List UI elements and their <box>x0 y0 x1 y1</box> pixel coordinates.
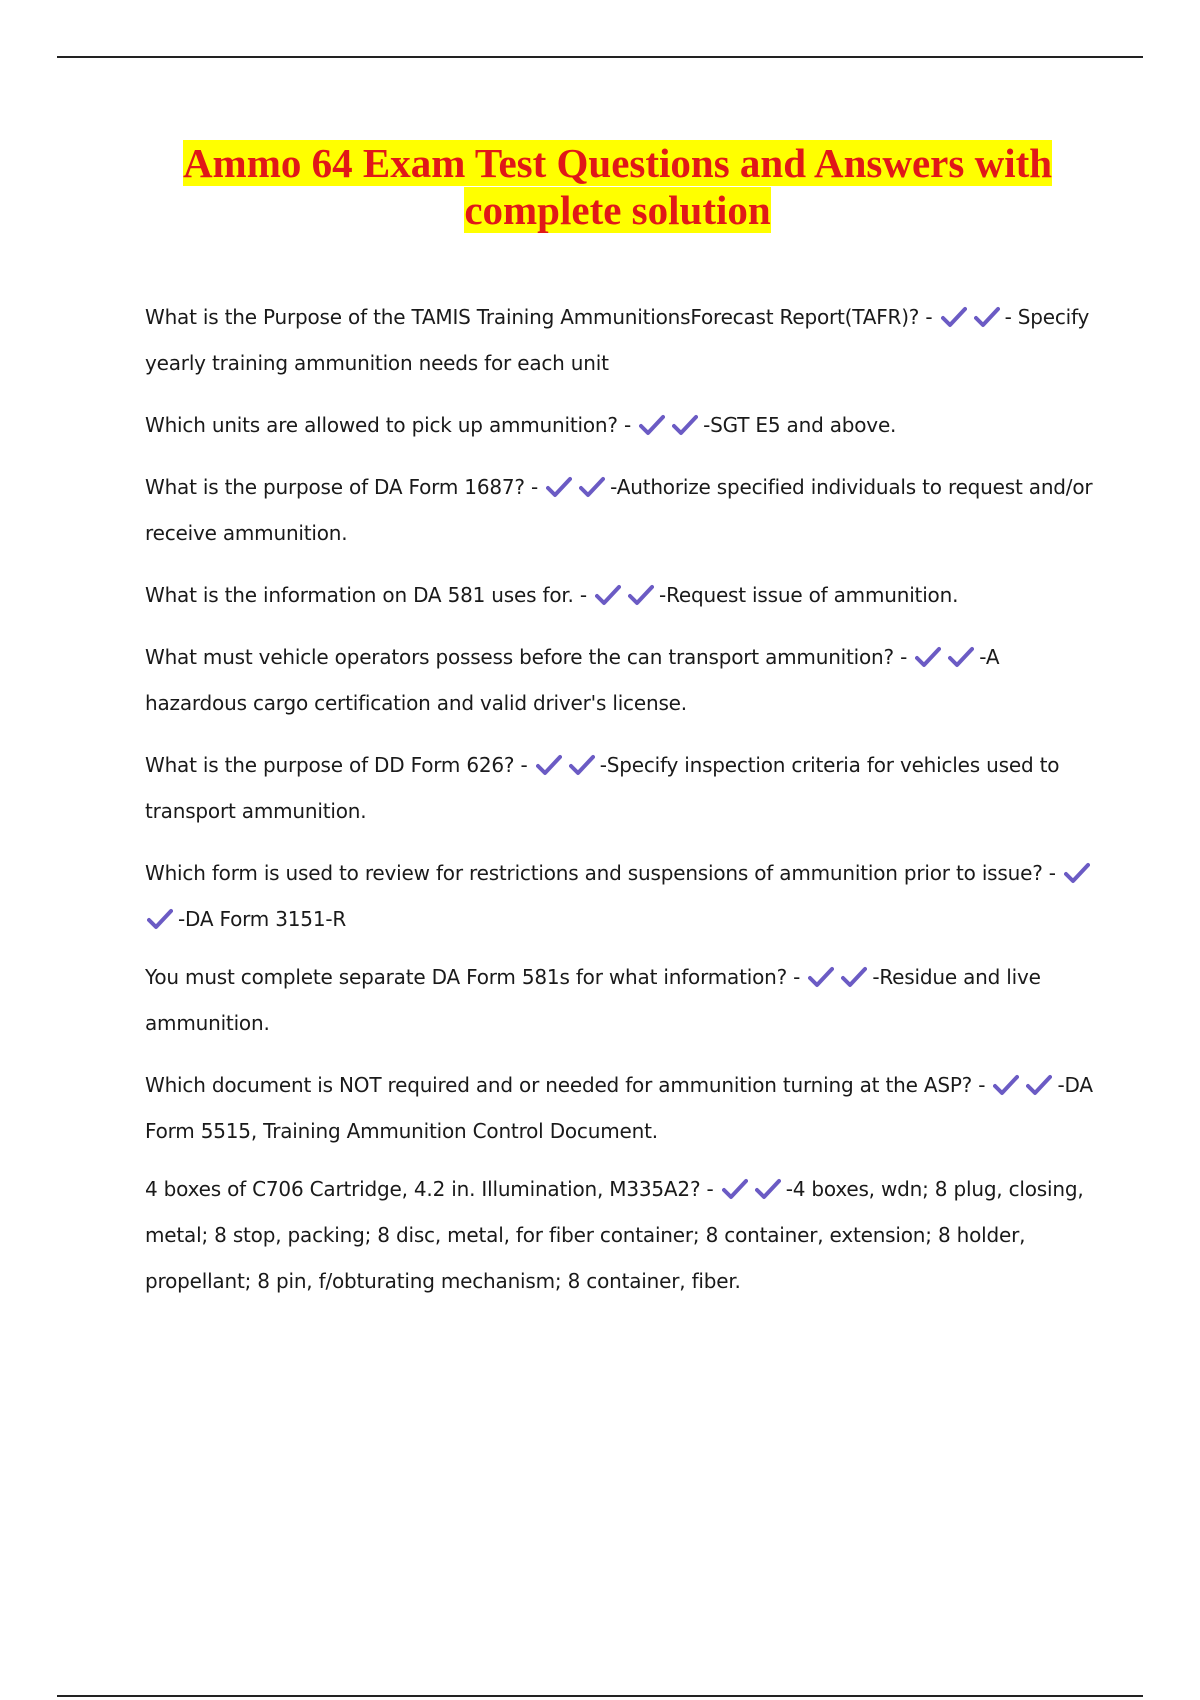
question-text: Which form is used to review for restrictions and suspensions of ammunition prior to issue? - <box>145 861 1056 885</box>
title-line-1: Ammo 64 Exam Test Questions and Answers with <box>182 140 1053 186</box>
qa-item <box>145 464 1095 556</box>
answer-text: - Specify yearly training ammunition needs for each unit <box>145 305 1090 375</box>
answer-text: -DA Form 5515, Training Ammunition Control Document. <box>145 1073 1093 1143</box>
answer-text: -Authorize specified individuals to request and/or receive ammunition. <box>145 475 1093 545</box>
checkmark-icon <box>628 584 656 606</box>
checkmark-icon <box>1064 862 1092 884</box>
question-text: Which document is NOT required and or needed for ammunition turning at the ASP? - <box>145 1073 986 1097</box>
checkmark-icon <box>1026 1074 1054 1096</box>
checkmark-icon <box>595 584 623 606</box>
answer-text: -Residue and live ammunition. <box>145 965 1041 1035</box>
title-line-2: complete solution <box>464 187 771 233</box>
qa-item <box>145 954 1095 1046</box>
question-text: What must vehicle operators possess before the can transport ammunition? - <box>145 645 908 669</box>
question-text: What is the purpose of DD Form 626? - <box>145 753 528 777</box>
question-text: Which units are allowed to pick up ammunition? - <box>145 413 631 437</box>
top-rule <box>57 56 1143 58</box>
checkmark-icon <box>672 414 700 436</box>
checkmark-icon <box>993 1074 1021 1096</box>
question-text: You must complete separate DA Form 581s for what information? - <box>145 965 801 989</box>
checkmark-icon <box>569 754 597 776</box>
checkmark-icon <box>974 306 1002 328</box>
question-text: 4 boxes of C706 Cartridge, 4.2 in. Illumination, M335A2? - <box>145 1177 714 1201</box>
checkmark-icon <box>579 476 607 498</box>
checkmark-icon <box>546 476 574 498</box>
checkmark-icon <box>808 966 836 988</box>
answer-text: -Request issue of ammunition. <box>659 583 959 607</box>
answer-text: -Specify inspection criteria for vehicles used to transport ammunition. <box>145 753 1060 823</box>
qa-item <box>145 1062 1095 1154</box>
question-text: What is the Purpose of the TAMIS Training AmmunitionsForecast Report(TAFR)? - <box>145 305 933 329</box>
checkmark-icon <box>941 306 969 328</box>
qa-item <box>145 850 1095 942</box>
document-title <box>0 140 1200 234</box>
question-text: What is the information on DA 581 uses for. - <box>145 583 587 607</box>
answer-text: -A hazardous cargo certification and valid driver's license. <box>145 645 1000 715</box>
checkmark-icon <box>536 754 564 776</box>
qa-item <box>145 634 1095 726</box>
checkmark-icon <box>948 646 976 668</box>
qa-item <box>145 1166 1095 1304</box>
question-text: What is the purpose of DA Form 1687? - <box>145 475 538 499</box>
checkmark-icon <box>147 908 175 930</box>
checkmark-icon <box>722 1178 750 1200</box>
checkmark-icon <box>755 1178 783 1200</box>
qa-item <box>145 572 1095 618</box>
checkmark-icon <box>841 966 869 988</box>
answer-text: -SGT E5 and above. <box>703 413 897 437</box>
qa-item <box>145 742 1095 834</box>
checkmark-icon <box>915 646 943 668</box>
qa-item <box>145 294 1095 386</box>
qa-list <box>145 294 1095 1320</box>
answer-text: -4 boxes, wdn; 8 plug, closing, metal; 8 stop, packing; 8 disc, metal, for fiber container; 8 container, extension; 8 holder, propellant; 8 pin, f/obturating mechanism; 8 container, fiber. <box>145 1177 1084 1293</box>
answer-text: -DA Form 3151-R <box>178 907 347 931</box>
checkmark-icon <box>639 414 667 436</box>
bottom-rule <box>57 1695 1143 1697</box>
qa-item <box>145 402 1095 448</box>
